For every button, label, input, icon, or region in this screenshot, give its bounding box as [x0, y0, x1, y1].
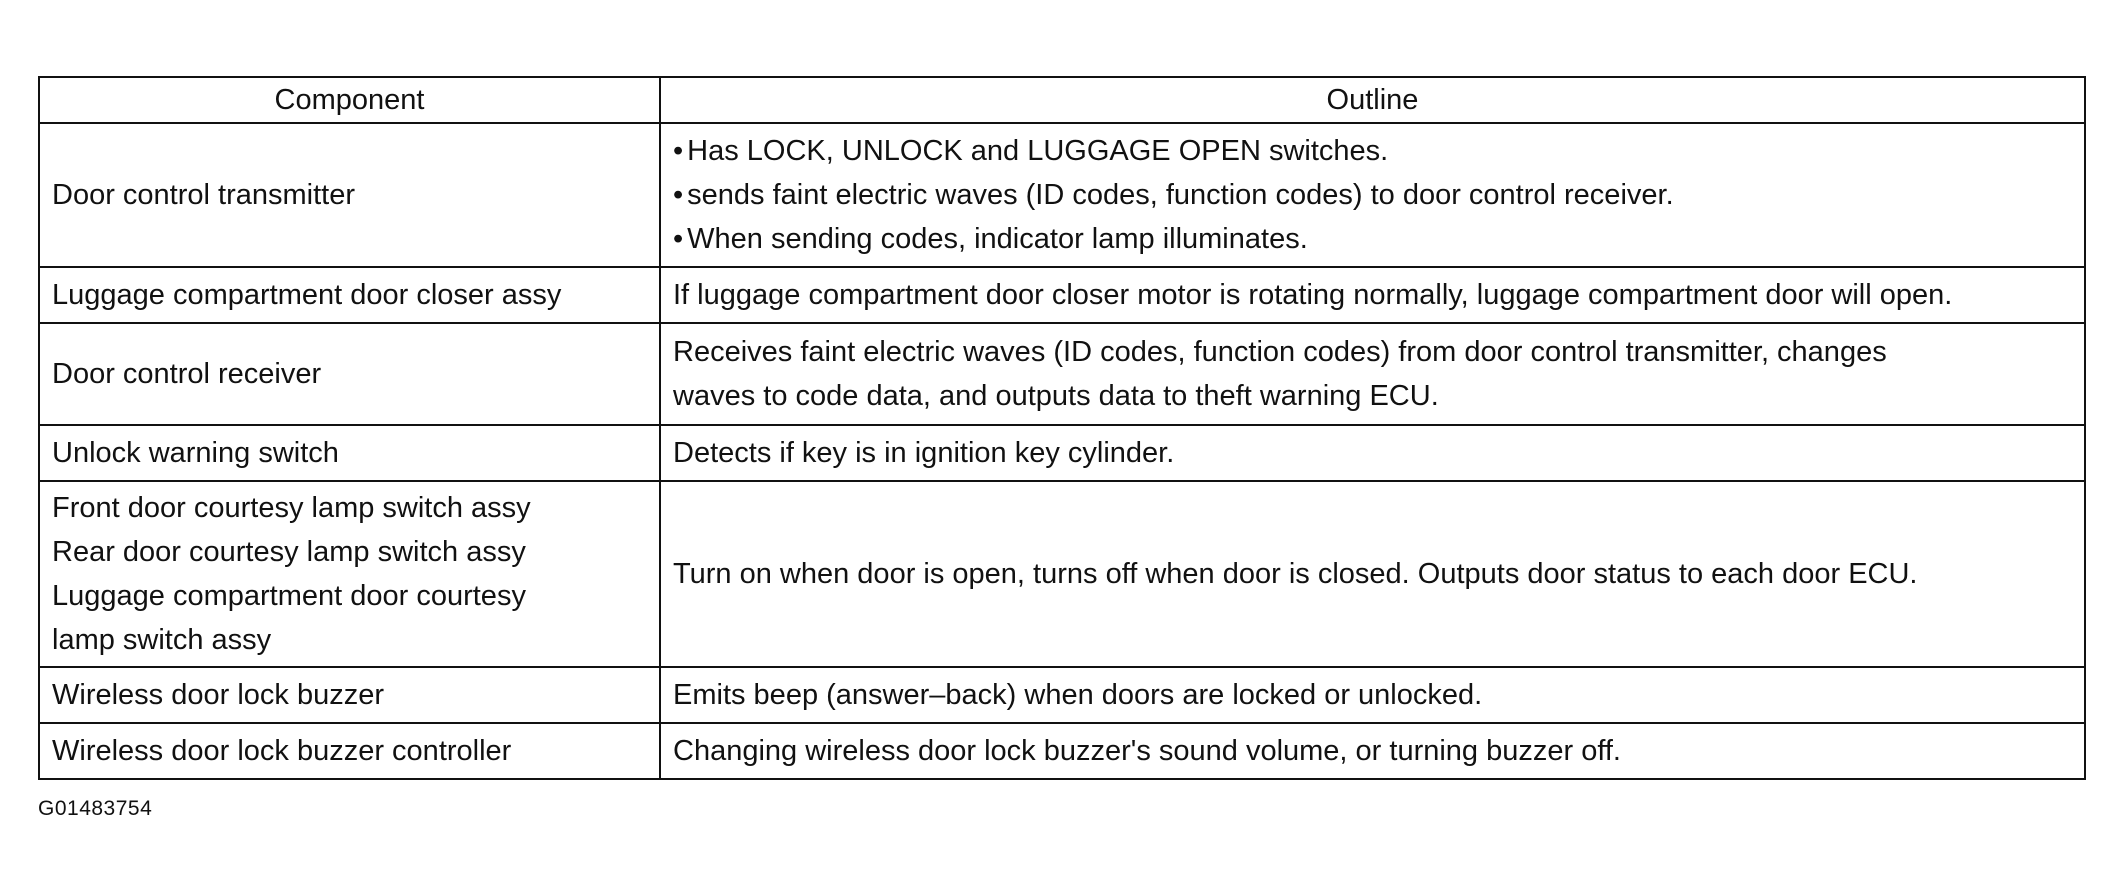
outline-text: Emits beep (answer–back) when doors are locked or unlocked. [673, 679, 1483, 711]
table-header-row [39, 77, 2085, 123]
outline-cell [660, 323, 2085, 425]
outline-cell [660, 723, 2085, 779]
outline-cell [660, 667, 2085, 723]
outline-text: Detects if key is in ignition key cylinder. [673, 437, 1175, 469]
component-outline-table [38, 76, 2086, 780]
component-text: Wireless door lock buzzer controller [52, 735, 512, 767]
component-cell [39, 667, 660, 723]
component-text: Luggage compartment door closer assy [52, 279, 562, 311]
outline-cell [660, 481, 2085, 667]
outline-text: Changing wireless door lock buzzer's sound volume, or turning buzzer off. [673, 735, 1621, 767]
component-text: Rear door courtesy lamp switch assy [52, 536, 526, 568]
outline-bullet: • When sending codes, indicator lamp illuminates. [673, 217, 2072, 261]
component-text: lamp switch assy [52, 624, 272, 656]
component-cell [39, 425, 660, 481]
header-component: Component [39, 77, 660, 123]
table-row [39, 323, 2085, 425]
component-text: Luggage compartment door courtesy [52, 580, 526, 612]
table-row [39, 267, 2085, 323]
outline-cell [660, 123, 2085, 267]
component-text: Door control receiver [52, 358, 322, 390]
outline-bullet: • sends faint electric waves (ID codes, function codes) to door control receiver. [673, 173, 2072, 217]
outline-text: waves to code data, and outputs data to theft warning ECU. [673, 380, 1439, 412]
component-cell [39, 267, 660, 323]
outline-cell [660, 425, 2085, 481]
table-row [39, 425, 2085, 481]
outline-bullet: • Has LOCK, UNLOCK and LUGGAGE OPEN switches. [673, 129, 2072, 173]
component-text: Wireless door lock buzzer [52, 679, 384, 711]
component-cell [39, 323, 660, 425]
outline-text: Receives faint electric waves (ID codes, function codes) from door control transmitter, changes [673, 336, 1887, 368]
component-cell [39, 123, 660, 267]
outline-text: If luggage compartment door closer motor is rotating normally, luggage compartment door will open. [673, 279, 1953, 311]
component-text: Unlock warning switch [52, 437, 339, 469]
table-row [39, 723, 2085, 779]
table-row [39, 481, 2085, 667]
component-cell [39, 481, 660, 667]
component-cell [39, 723, 660, 779]
outline-text: Turn on when door is open, turns off when door is closed. Outputs door status to each door ECU. [673, 558, 1918, 590]
component-text: Door control transmitter [52, 179, 355, 211]
figure-id: G01483754 [38, 797, 153, 820]
outline-cell [660, 267, 2085, 323]
header-outline: Outline [660, 77, 2085, 123]
table-row [39, 123, 2085, 267]
component-text: Front door courtesy lamp switch assy [52, 492, 531, 524]
table-row [39, 667, 2085, 723]
